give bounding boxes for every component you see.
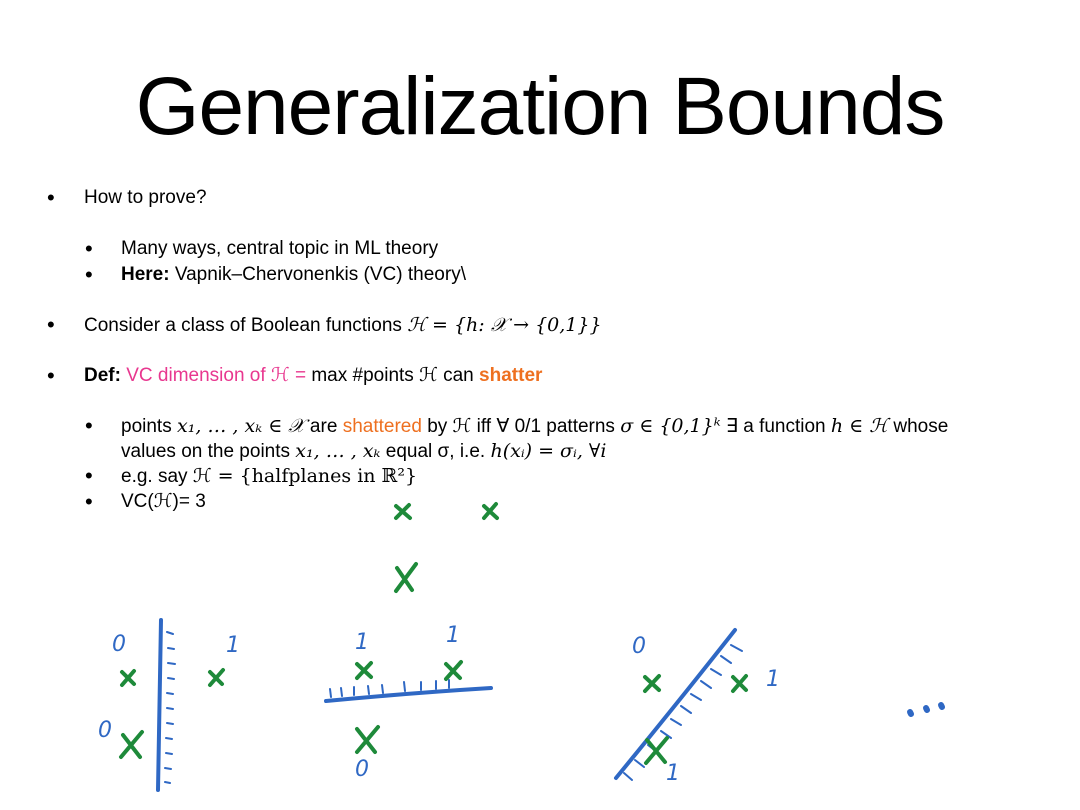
bullet-dot: • [85, 413, 93, 438]
page-title: Generalization Bounds [135, 61, 945, 152]
green-x-mark [446, 662, 461, 679]
shatter-text: shatter [479, 365, 543, 386]
def-label: Def: [84, 365, 121, 386]
label-one: 1 [666, 761, 680, 786]
label-one: 1 [355, 630, 369, 655]
sketch-horizontal-split [326, 662, 491, 752]
text-fragment: e.g. say [121, 466, 193, 487]
green-x-mark [396, 564, 416, 591]
green-x-mark [484, 504, 497, 518]
text-fragment: points [121, 416, 177, 437]
shattered-text: shattered [342, 416, 422, 437]
math-fragment: x₁, … , xₖ ∈ 𝒳 [176, 415, 305, 437]
bullet-many-ways: Many ways, central topic in ML theory [121, 238, 439, 259]
vc-dimension-text: VC dimension of ℋ = [120, 365, 312, 386]
boolean-class-math: ℋ = {h: 𝒳 → {0,1}} [407, 314, 602, 336]
bullet-dot: • [85, 236, 93, 261]
text-fragment: by ℋ iff ∀ 0/1 patterns [421, 416, 621, 437]
label-one: 1 [226, 633, 240, 658]
text-fragment: equal σ, i.e. [380, 441, 491, 462]
label-one: 1 [446, 623, 460, 648]
math-fragment: h ∈ ℋ [830, 415, 889, 437]
green-x-mark [122, 671, 134, 685]
green-x-mark [357, 663, 371, 678]
bullet-vc-equals-3: VC(ℋ)= 3 [121, 491, 206, 512]
bullet-dot: • [47, 312, 55, 337]
green-x-mark [645, 676, 659, 691]
text-fragment: whose [888, 416, 949, 437]
math-fragment: σ ∈ {0,1}ᵏ [620, 415, 721, 437]
bullet-dot: • [47, 185, 55, 210]
green-x-mark [121, 732, 142, 757]
math-fragment: h(xᵢ) = σᵢ, ∀i [490, 440, 607, 462]
label-zero: 0 [632, 634, 646, 659]
label-one: 1 [766, 667, 780, 692]
label-zero: 0 [355, 757, 369, 782]
bullet-how-to-prove: How to prove? [84, 187, 207, 208]
max-points-text: max #points ℋ can [311, 365, 480, 386]
text-fragment: ∃ a function [720, 416, 831, 437]
bullet-dot: • [85, 262, 93, 287]
green-x-mark [396, 505, 410, 518]
green-x-mark [646, 738, 667, 763]
label-zero: 0 [112, 632, 126, 657]
boolean-class-text: Consider a class of Boolean functions [84, 315, 408, 336]
here-label: Here: [121, 264, 170, 285]
green-x-mark [733, 676, 746, 691]
bullet-dot: • [85, 489, 93, 514]
sketch-vertical-split [121, 620, 223, 790]
green-x-mark [357, 727, 378, 752]
math-fragment: x₁, … , xₖ [295, 440, 381, 462]
bullet-dot: • [85, 463, 93, 488]
here-text: Vapnik–Chervonenkis (VC) theory\ [169, 264, 466, 285]
label-zero: 0 [98, 718, 112, 743]
bullet-dot: • [47, 363, 55, 388]
ellipsis-dots [910, 705, 942, 714]
green-x-mark [210, 670, 223, 685]
text-fragment: are [304, 416, 343, 437]
math-fragment: ℋ = {halfplanes in ℝ²} [192, 465, 418, 487]
text-fragment: values on the points [121, 441, 296, 462]
